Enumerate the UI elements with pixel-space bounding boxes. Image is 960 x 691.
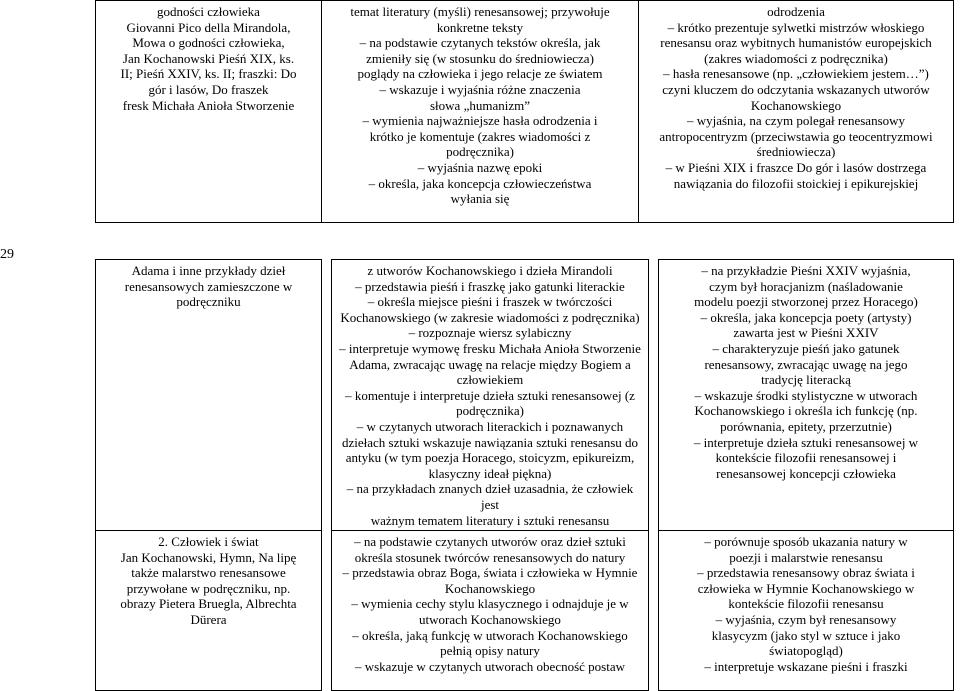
cell-text-line: – przedstawia renesansowy obraz świata i xyxy=(697,565,915,581)
cell-text-line: czym był horacjanizm (naśladowanie xyxy=(709,278,903,294)
cell-text-line: Jan Kochanowski Pieśń XIX, ks. xyxy=(122,50,295,66)
column-gap xyxy=(649,531,659,691)
cell-text-line: – interpretuje dzieła sztuki renesansowej w xyxy=(693,434,919,450)
table-row xyxy=(96,1,954,223)
cell-text-line: gór i lasów, Do fraszek xyxy=(148,81,269,97)
cell-text-line: – określa, jaka koncepcja człowieczeństwa xyxy=(368,175,592,191)
cell-text-line: średniowiecza) xyxy=(756,144,836,160)
cell-text-line: utworach Kochanowskiego xyxy=(419,612,561,628)
cell-text-line: wyłania się xyxy=(450,191,510,207)
cell-text-line: czyni kluczem do odczytania wskazanych utworów xyxy=(662,81,930,97)
cell-text-line: – wskazuje i wyjaśnia różne znaczenia xyxy=(379,81,581,97)
cell-text-line: renesansowy, zwracając uwagę na jego xyxy=(704,356,908,372)
cell-text-line: Kochanowskiego (w zakresie wiadomości z podręcznika) xyxy=(340,309,640,325)
cell-text-line: tradycję literacką xyxy=(761,372,851,388)
curriculum-table-top xyxy=(95,0,954,223)
cell-text-line: obrazy Pietera Bruegla, Albrechta xyxy=(120,596,297,612)
cell-text-line: krótko je komentuje (zakres wiadomości z xyxy=(369,128,591,144)
cell-text-line: Dürera xyxy=(190,612,227,628)
extended-requirements-cell xyxy=(659,531,954,691)
cell-text-line: – określa, jaka koncepcja poety (artysty) xyxy=(700,309,912,325)
cell-text-line: – komentuje i interpretuje dzieła sztuki renesansowej (z xyxy=(345,387,635,403)
extended-requirements-cell xyxy=(659,260,954,531)
cell-text-line: – w czytanych utworach literackich i poznawanych xyxy=(356,418,624,434)
topic-cell xyxy=(96,1,322,223)
cell-text-line: klasyczny ideał piękna) xyxy=(428,465,552,481)
cell-text-line: antyku (w tym poezja Horacego, stoicyzm, epikureizm, xyxy=(345,450,635,466)
cell-text-line: Giovanni Pico della Mirandola, xyxy=(126,19,291,35)
cell-text-line: – wyjaśnia, czym był renesansowy xyxy=(715,612,897,628)
cell-text-line: antropocentryzm (przeciwstawia go teocentryzmowi xyxy=(659,128,933,144)
cell-text-line: – przedstawia pieśń i fraszkę jako gatunki literackie xyxy=(355,278,625,294)
cell-text-line: II; Pieśń XXIV, ks. II; fraszki: Do xyxy=(120,66,297,82)
curriculum-table-bottom xyxy=(95,259,954,691)
cell-text-line: kontekście filozofii renesansowej i xyxy=(715,450,897,466)
table-row xyxy=(96,531,954,691)
column-gap xyxy=(322,531,332,691)
cell-text-line: Adama i inne przykłady dzieł xyxy=(131,263,286,278)
basic-requirements-cell xyxy=(322,1,639,223)
cell-text-line: ważnym tematem literatury i sztuki renesansu xyxy=(370,512,610,528)
cell-text-line: także malarstwo renesansowe xyxy=(131,565,286,581)
cell-text-line: klasycyzm (jako styl w sztuce i jako xyxy=(711,627,901,643)
cell-text-line: określa stosunek twórców renesansowych do natury xyxy=(354,549,626,565)
cell-text-line: światopogląd) xyxy=(769,643,843,659)
cell-text-line: – określa, jaką funkcję w utworach Kochanowskiego xyxy=(352,627,628,643)
cell-text-line: człowieka w Hymnie Kochanowskiego w xyxy=(697,580,915,596)
cell-text-line: – krótko prezentuje sylwetki mistrzów włoskiego xyxy=(667,19,925,35)
cell-text-line: – porównuje sposób ukazania natury w xyxy=(704,534,908,550)
cell-text-line: – wyjaśnia nazwę epoki xyxy=(417,159,543,175)
cell-text-line: Kochanowskiego xyxy=(750,97,842,113)
cell-text-line: 2. Człowiek i świat xyxy=(158,534,259,550)
cell-text-line: – w Pieśni XIX i fraszce Do gór i lasów dostrzega xyxy=(665,159,927,175)
cell-text-line: poezji i malarstwie renesansu xyxy=(729,549,883,565)
column-gap xyxy=(649,260,659,531)
cell-text-line: – na podstawie czytanych utworów oraz dzieł sztuki xyxy=(354,534,626,550)
cell-text-line: przywołane w podręczniku, np. xyxy=(126,580,291,596)
cell-text-line: fresk Michała Anioła Stworzenie xyxy=(122,97,295,113)
cell-text-line: modelu poezji stworzonej przez Horacego) xyxy=(694,294,918,310)
cell-text-line: – wymienia cechy stylu klasycznego i odnajduje je w xyxy=(351,596,629,612)
cell-text-line: (zakres wiadomości z podręcznika) xyxy=(704,50,888,66)
cell-text-line: Kochanowskiego xyxy=(444,580,536,596)
cell-text-line: podręcznika) xyxy=(446,144,514,160)
cell-text-line: Kochanowskiego i określa ich funkcję (np. xyxy=(694,403,918,419)
cell-text-line: słowa „humanizm” xyxy=(430,97,530,113)
topic-cell xyxy=(96,260,322,531)
cell-text-line: – charakteryzuje pieśń jako gatunek xyxy=(712,340,900,356)
extended-requirements-cell xyxy=(639,1,954,223)
cell-text-line: pełnią opisy natury xyxy=(440,643,540,659)
table-row xyxy=(96,260,954,531)
cell-text-line: – na przykładzie Pieśni XXIV wyjaśnia, xyxy=(701,263,911,278)
cell-text-line: zmieniły się (w stosunku do średniowiecza) xyxy=(366,50,594,66)
cell-text-line: Jan Kochanowski, Hymn, Na lipę xyxy=(120,549,297,565)
cell-text-line: renesansu oraz wybitnych humanistów europejskich xyxy=(660,35,932,51)
cell-text-line: dziełach sztuki wskazuje nawiązania sztuki renesansu do xyxy=(342,434,638,450)
cell-text-line: Adama, zwracając uwagę na relacje między Bogiem a xyxy=(349,356,631,372)
cell-text-line: – hasła renesansowe (np. „człowiekiem jestem…”) xyxy=(663,66,929,82)
cell-text-line: porównania, epitety, przerzutnie) xyxy=(720,418,892,434)
cell-text-line: z utworów Kochanowskiego i dzieła Mirandoli xyxy=(367,263,613,278)
column-gap xyxy=(322,260,332,531)
cell-text-line: zawarta jest w Pieśni XXIV xyxy=(733,325,879,341)
cell-text-line: – rozpoznaje wiersz sylabiczny xyxy=(408,325,572,341)
cell-text-line: – interpretuje wymowę fresku Michała Anioła Stworzenie xyxy=(339,340,641,356)
cell-text-line: człowiekiem xyxy=(456,372,524,388)
cell-text-line: – wskazuje w czytanych utworach obecność postaw xyxy=(354,658,626,674)
cell-text-line: – wyjaśnia, na czym polegał renesansowy xyxy=(686,113,906,129)
cell-text-line: – określa miejsce pieśni i fraszek w twórczości xyxy=(367,294,613,310)
cell-text-line: – interpretuje wskazane pieśni i fraszki xyxy=(704,658,908,674)
cell-text-line: podręczniku xyxy=(176,294,241,310)
basic-requirements-cell xyxy=(332,531,649,691)
cell-text-line: podręcznika) xyxy=(456,403,524,419)
cell-text-line: – na przykładach znanych dzieł uzasadnia, że człowiek jest xyxy=(346,481,634,512)
cell-text-line: – wymienia najważniejsze hasła odrodzenia i xyxy=(362,113,598,129)
cell-text-line: renesansowej koncepcji człowieka xyxy=(716,465,896,481)
cell-text-line: kontekście filozofii renesansu xyxy=(728,596,884,612)
cell-text-line: – na podstawie czytanych tekstów określa, jak xyxy=(359,35,601,51)
cell-text-line: renesansowych zamieszczone w xyxy=(124,278,293,294)
cell-text-line: – przedstawia obraz Boga, świata i człowieka w Hymnie xyxy=(342,565,638,581)
page-number: 29 xyxy=(0,247,14,262)
basic-requirements-cell xyxy=(332,260,649,531)
topic-cell xyxy=(96,531,322,691)
cell-text-line: – wskazuje środki stylistyczne w utworach xyxy=(694,387,918,403)
cell-text-line: nawiązania do filozofii stoickiej i epikurejskiej xyxy=(673,175,919,191)
cell-text-line: godności człowieka xyxy=(157,4,260,19)
cell-text-line: Mowa o godności człowieka, xyxy=(132,35,285,51)
cell-text-line: poglądy na człowieka i jego relacje ze światem xyxy=(357,66,603,82)
cell-text-line: konkretne teksty xyxy=(436,19,524,35)
cell-text-line: odrodzenia xyxy=(767,4,825,19)
cell-text-line: temat literatury (myśli) renesansowej; przywołuje xyxy=(350,4,610,19)
